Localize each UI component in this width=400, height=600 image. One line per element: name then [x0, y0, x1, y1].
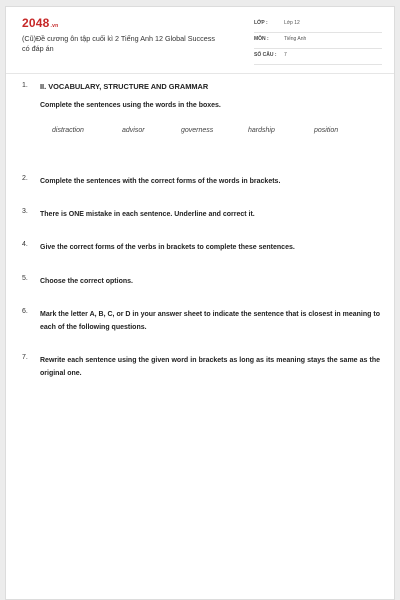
- meta-info: [254, 17, 382, 65]
- word-option: distraction: [52, 127, 84, 134]
- logo-suffix: .vn: [50, 23, 59, 29]
- question-instruction: Complete the sentences using the words in the boxes.: [40, 102, 221, 109]
- question-number: 5.: [22, 275, 28, 282]
- meta-value: 7: [284, 52, 287, 58]
- document-page: [5, 6, 395, 600]
- question-number: 7.: [22, 354, 28, 361]
- question-number: 6.: [22, 308, 28, 315]
- question-text: Mark the letter A, B, C, or D in your answer sheet to indicate the sentence that is closest in meaning to each of the following questions.: [40, 311, 380, 331]
- question-number: 3.: [22, 208, 28, 215]
- meta-label: MÔN :: [254, 36, 269, 42]
- site-logo[interactable]: [22, 16, 58, 30]
- meta-row-subject: [254, 33, 382, 49]
- header-divider: [6, 73, 394, 74]
- word-option: position: [314, 127, 339, 134]
- meta-row-class: [254, 17, 382, 33]
- document-title: (Cũ)Đề cương ôn tập cuối kì 2 Tiếng Anh 12 Global Success có đáp án: [22, 34, 215, 53]
- question-number: 2.: [22, 175, 28, 182]
- meta-value: Tiếng Anh: [284, 36, 307, 42]
- question-text: Rewrite each sentence using the given word in brackets as long as its meaning stays the same as the original one.: [40, 357, 380, 377]
- question-text: There is ONE mistake in each sentence. Underline and correct it.: [40, 211, 255, 218]
- word-box: [6, 127, 394, 139]
- question-text: Give the correct forms of the verbs in brackets to complete these sentences.: [40, 244, 295, 251]
- meta-label: LỚP :: [254, 20, 268, 26]
- word-option: hardship: [248, 127, 275, 134]
- section-title: II. VOCABULARY, STRUCTURE AND GRAMMAR: [40, 82, 209, 91]
- meta-label: SỐ CÂU :: [254, 52, 277, 58]
- word-option: advisor: [122, 127, 145, 134]
- document-header: [6, 7, 394, 67]
- meta-row-count: [254, 49, 382, 65]
- question-number: 1.: [22, 82, 28, 89]
- word-option: governess: [181, 127, 214, 134]
- logo-text: 2048: [22, 16, 50, 30]
- question-text: Complete the sentences with the correct forms of the words in brackets.: [40, 178, 281, 185]
- meta-value: Lớp 12: [284, 20, 300, 26]
- question-number: 4.: [22, 241, 28, 248]
- question-text: Choose the correct options.: [40, 278, 133, 285]
